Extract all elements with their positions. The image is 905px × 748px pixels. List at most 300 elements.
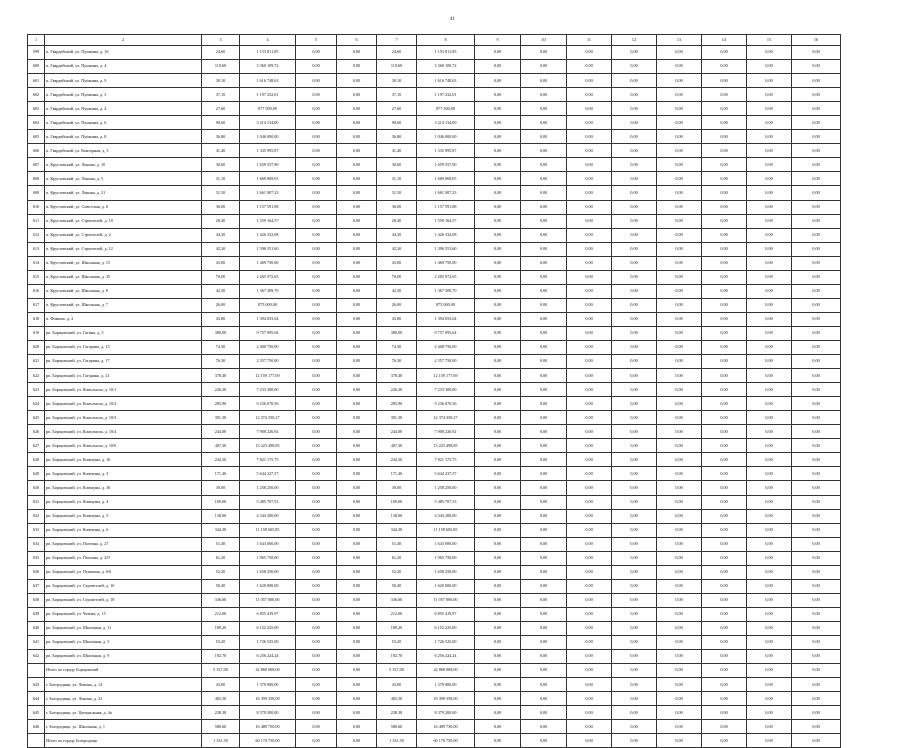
value-cell: 0,00 [747, 439, 792, 453]
value-cell: 0,00 [792, 172, 841, 186]
value-cell: 0,00 [521, 116, 567, 130]
value-cell: 5 485 707,53 [240, 495, 296, 509]
value-cell: 189,20 [377, 621, 417, 635]
value-cell: 0,00 [521, 130, 567, 144]
column-number-header: 11 [567, 35, 612, 46]
value-cell: 27,60 [202, 102, 240, 116]
value-cell: 0,00 [337, 537, 377, 551]
value-cell: 0,00 [747, 692, 792, 706]
value-cell: 0,00 [521, 312, 567, 326]
value-cell: 0,00 [702, 46, 747, 60]
value-cell: 0,00 [792, 284, 841, 298]
value-cell: 0,00 [657, 650, 702, 664]
value-cell: 0,00 [296, 706, 337, 720]
value-cell: 0,00 [747, 158, 792, 172]
value-cell: 0,00 [296, 678, 337, 692]
value-cell: 0,00 [702, 692, 747, 706]
row-number: 624 [28, 397, 45, 411]
value-cell: 2 357 750,00 [240, 355, 296, 369]
value-cell: 0,00 [702, 298, 747, 312]
value-cell: 0,00 [475, 664, 521, 678]
value-cell: 0,00 [792, 355, 841, 369]
value-cell: 0,00 [296, 270, 337, 284]
value-cell: 0,00 [747, 228, 792, 242]
value-cell: 0,00 [657, 228, 702, 242]
address-cell: п. Кругловский, ул. Строителей, д. 2 [45, 228, 202, 242]
value-cell: 0,00 [612, 256, 657, 270]
value-cell: 0,00 [612, 664, 657, 678]
value-cell: 0,00 [747, 355, 792, 369]
value-cell: 0,00 [567, 509, 612, 523]
value-cell: 0,00 [792, 635, 841, 649]
value-cell: 0,00 [296, 200, 337, 214]
value-cell: 0,00 [657, 46, 702, 60]
value-cell: 0,00 [521, 340, 567, 354]
value-cell: 28,40 [202, 214, 240, 228]
value-cell: 0,00 [747, 678, 792, 692]
row-number: 614 [28, 256, 45, 270]
value-cell: 1 335 995,87 [417, 144, 475, 158]
value-cell: 0,00 [702, 621, 747, 635]
value-cell: 0,00 [337, 74, 377, 88]
address-cell: рп. Борщовский, ул. Коммуны, д. 4 [45, 495, 202, 509]
value-cell: 0,00 [337, 298, 377, 312]
value-cell: 0,00 [475, 509, 521, 523]
value-cell: 0,00 [612, 593, 657, 607]
value-cell: 0,00 [521, 256, 567, 270]
value-cell: 0,00 [337, 453, 377, 467]
value-cell: 11 057 000,00 [417, 593, 475, 607]
address-cell: г. Богородицк, ул. Ленина, д. 14 [45, 678, 202, 692]
table-row [28, 116, 841, 130]
value-cell: 1 426 332,08 [417, 228, 475, 242]
value-cell: 0,00 [475, 326, 521, 340]
address-cell: п. Фомино, д. 2 [45, 312, 202, 326]
value-cell: 336,60 [202, 593, 240, 607]
value-cell: 0,00 [792, 551, 841, 565]
value-cell: 0,00 [567, 664, 612, 678]
row-number: 615 [28, 270, 45, 284]
value-cell: 0,00 [521, 228, 567, 242]
value-cell: 0,00 [612, 355, 657, 369]
value-cell: 0,00 [521, 186, 567, 200]
value-cell: 0,00 [475, 158, 521, 172]
value-cell: 580,60 [202, 720, 240, 734]
value-cell: 6 256 224,24 [240, 650, 296, 664]
value-cell: 0,00 [657, 453, 702, 467]
value-cell: 9 236 670,56 [417, 397, 475, 411]
value-cell: 5 644 237,57 [417, 467, 475, 481]
row-number: 632 [28, 509, 45, 523]
address-cell: г. Богородицк, ул. Ленина, д. 21 [45, 692, 202, 706]
value-cell: 0,00 [792, 88, 841, 102]
value-cell: 0,00 [521, 74, 567, 88]
value-cell: 1 643 000,00 [417, 537, 475, 551]
value-cell: 0,00 [337, 635, 377, 649]
value-cell: 0,00 [475, 734, 521, 748]
value-cell: 0,00 [337, 355, 377, 369]
value-cell: 0,00 [567, 607, 612, 621]
value-cell: 0,00 [702, 158, 747, 172]
value-cell: 110,60 [377, 60, 417, 74]
value-cell: 0,00 [792, 593, 841, 607]
value-cell: 44,30 [377, 228, 417, 242]
value-cell: 226,30 [202, 383, 240, 397]
value-cell: 0,00 [702, 256, 747, 270]
value-cell: 0,00 [702, 664, 747, 678]
value-cell: 7 908 226,92 [240, 425, 296, 439]
value-cell: 1 258 250,00 [240, 481, 296, 495]
value-cell: 0,00 [612, 495, 657, 509]
value-cell: 0,00 [296, 621, 337, 635]
value-cell: 0,00 [296, 326, 337, 340]
value-cell: 0,00 [521, 537, 567, 551]
value-cell: 1 258 250,00 [417, 481, 475, 495]
value-cell: 1 659 557,90 [417, 158, 475, 172]
value-cell: 0,00 [657, 720, 702, 734]
value-cell: 1 469 750,00 [417, 256, 475, 270]
value-cell: 0,00 [567, 621, 612, 635]
value-cell: 0,00 [612, 214, 657, 228]
value-cell: 192,70 [377, 650, 417, 664]
value-cell: 0,00 [792, 607, 841, 621]
table-row [28, 453, 841, 467]
column-number-header: 6 [337, 35, 377, 46]
value-cell: 0,00 [567, 439, 612, 453]
value-cell: 0,00 [521, 734, 567, 748]
value-cell: 0,00 [296, 340, 337, 354]
address-cell: п. Кругловский, ул. Ленина, д. 10 [45, 158, 202, 172]
row-number: 641 [28, 635, 45, 649]
value-cell: 0,00 [612, 144, 657, 158]
table-row [28, 593, 841, 607]
column-number-header: 7 [377, 35, 417, 46]
value-cell: 0,00 [747, 270, 792, 284]
value-cell: 0,00 [475, 411, 521, 425]
value-cell: 0,00 [657, 383, 702, 397]
value-cell: 0,00 [337, 579, 377, 593]
table-row [28, 607, 841, 621]
value-cell: 1 658 250,00 [417, 565, 475, 579]
value-cell: 0,00 [657, 495, 702, 509]
value-cell: 189,20 [202, 621, 240, 635]
address-cell: г. Богородицк, ул. Школьная, д. 1 [45, 720, 202, 734]
value-cell: 0,00 [475, 242, 521, 256]
value-cell: 0,00 [657, 678, 702, 692]
value-cell: 1 396 551,60 [240, 242, 296, 256]
address-cell: рп. Борщовский, ул. Гагина, д. 3 [45, 326, 202, 340]
value-cell: 0,00 [567, 551, 612, 565]
value-cell: 0,00 [567, 523, 612, 537]
value-cell: 26,00 [202, 298, 240, 312]
table-row [28, 172, 841, 186]
value-cell: 0,00 [702, 523, 747, 537]
address-cell: рп. Борщовский, ул. Гагарина, д. 17 [45, 355, 202, 369]
value-cell: 378,40 [202, 369, 240, 383]
value-cell: 0,00 [337, 383, 377, 397]
row-number: 605 [28, 130, 45, 144]
value-cell: 0,00 [475, 607, 521, 621]
column-number-header: 4 [240, 35, 296, 46]
value-cell: 226,30 [377, 383, 417, 397]
address-cell: п. Гвардейский, ул. Пушкина, д. 6 [45, 116, 202, 130]
value-cell: 0,00 [612, 621, 657, 635]
table-row [28, 692, 841, 706]
value-cell: 0,00 [747, 102, 792, 116]
value-cell: 39,00 [377, 481, 417, 495]
value-cell: 0,00 [567, 228, 612, 242]
value-cell: 0,00 [567, 495, 612, 509]
value-cell: 0,00 [657, 326, 702, 340]
value-cell: 5 485 707,53 [417, 495, 475, 509]
value-cell: 0,00 [792, 60, 841, 74]
value-cell: 0,00 [612, 284, 657, 298]
value-cell: 1 559 164,57 [240, 214, 296, 228]
row-number: 600 [28, 60, 45, 74]
value-cell: 244,30 [377, 453, 417, 467]
value-cell: 0,00 [475, 284, 521, 298]
value-cell: 0,00 [747, 706, 792, 720]
value-cell: 51,40 [202, 537, 240, 551]
value-cell: 0,00 [567, 130, 612, 144]
value-cell: 0,00 [296, 565, 337, 579]
value-cell: 0,00 [337, 46, 377, 60]
value-cell: 285,90 [202, 397, 240, 411]
address-cell: п. Кругловский, ул. Строителей, д. 10 [45, 214, 202, 228]
value-cell: 0,00 [747, 369, 792, 383]
value-cell: 0,00 [792, 46, 841, 60]
value-cell: 0,00 [612, 565, 657, 579]
value-cell: 36,00 [202, 200, 240, 214]
address-cell: п. Кругловский, ул. Ленина, д. 5 [45, 172, 202, 186]
value-cell: 0,00 [792, 720, 841, 734]
value-cell: 110,60 [202, 60, 240, 74]
value-cell: 0,00 [702, 467, 747, 481]
value-cell: 16 489 750,00 [417, 720, 475, 734]
value-cell: 0,00 [747, 607, 792, 621]
value-cell: 0,00 [792, 650, 841, 664]
value-cell: 0,00 [657, 130, 702, 144]
value-cell: 12 159 177,69 [240, 369, 296, 383]
row-number: 631 [28, 495, 45, 509]
value-cell: 0,00 [521, 678, 567, 692]
value-cell: 11 158 605,85 [417, 523, 475, 537]
address-cell: рп. Борщовский, ул. Школьная, д. 11 [45, 621, 202, 635]
value-cell: 0,00 [567, 46, 612, 60]
value-cell: 0,00 [475, 425, 521, 439]
value-cell: 6 855 419,97 [240, 607, 296, 621]
value-cell: 0,00 [475, 88, 521, 102]
value-cell: 53,20 [202, 635, 240, 649]
value-cell: 2 357 750,00 [417, 355, 475, 369]
value-cell: 6 152 225,00 [417, 621, 475, 635]
value-cell: 0,00 [747, 200, 792, 214]
value-cell: 0,00 [567, 397, 612, 411]
value-cell: 16 399 358,00 [240, 692, 296, 706]
value-cell: 875 000,00 [240, 298, 296, 312]
table-row [28, 130, 841, 144]
value-cell: 1 157 591,88 [240, 200, 296, 214]
value-cell: 0,00 [702, 284, 747, 298]
row-number: 604 [28, 116, 45, 130]
table-row [28, 74, 841, 88]
value-cell: 0,00 [567, 467, 612, 481]
value-cell: 0,00 [337, 734, 377, 748]
value-cell: 0,00 [792, 397, 841, 411]
value-cell: 60 170 750,00 [417, 734, 475, 748]
value-cell: 0,00 [475, 565, 521, 579]
value-cell: 6 256 224,24 [417, 650, 475, 664]
value-cell: 0,00 [296, 509, 337, 523]
value-cell: 3 360 109,72 [417, 60, 475, 74]
value-cell: 0,00 [702, 228, 747, 242]
address-cell: рп. Борщовский, ул. Пахтина, д. 2/9 [45, 551, 202, 565]
address-cell: рп. Борщовский, ул. Пахтина, д. 27 [45, 537, 202, 551]
value-cell: 42,30 [202, 284, 240, 298]
value-cell: 0,00 [612, 720, 657, 734]
value-cell: 0,00 [296, 692, 337, 706]
value-cell: 0,00 [702, 383, 747, 397]
table-row [28, 158, 841, 172]
value-cell: 0,00 [702, 186, 747, 200]
table-row [28, 523, 841, 537]
value-cell: 0,00 [612, 523, 657, 537]
value-cell: 1 965 750,00 [240, 551, 296, 565]
value-cell: 0,00 [475, 621, 521, 635]
address-cell: рп. Борщовский, ул. Комсомола, д. 10/6 [45, 439, 202, 453]
value-cell: 0,00 [657, 509, 702, 523]
value-cell: 875 000,00 [417, 298, 475, 312]
value-cell: 0,00 [475, 635, 521, 649]
value-cell: 0,00 [521, 453, 567, 467]
value-cell: 0,00 [657, 425, 702, 439]
value-cell: 391,30 [202, 411, 240, 425]
value-cell: 0,00 [337, 551, 377, 565]
value-cell: 0,00 [296, 537, 337, 551]
value-cell: 0,00 [475, 678, 521, 692]
value-cell: 0,00 [521, 144, 567, 158]
value-cell: 238,38 [377, 706, 417, 720]
row-number: 599 [28, 46, 45, 60]
value-cell: 0,00 [747, 411, 792, 425]
value-cell: 0,00 [657, 593, 702, 607]
value-cell: 0,00 [567, 88, 612, 102]
value-cell: 0,00 [702, 509, 747, 523]
value-cell: 0,00 [747, 46, 792, 60]
value-cell: 0,00 [337, 509, 377, 523]
value-cell: 0,00 [792, 692, 841, 706]
row-number: 642 [28, 650, 45, 664]
value-cell: 244,30 [202, 453, 240, 467]
value-cell: 42,30 [377, 284, 417, 298]
row-number: 637 [28, 579, 45, 593]
row-number: 619 [28, 326, 45, 340]
column-number-header: 2 [45, 35, 202, 46]
value-cell: 0,00 [337, 467, 377, 481]
value-cell: 24,60 [202, 46, 240, 60]
value-cell: 0,00 [612, 186, 657, 200]
value-cell: 0,00 [702, 481, 747, 495]
value-cell: 1 379 000,00 [240, 678, 296, 692]
value-cell: 0,00 [747, 621, 792, 635]
address-cell: п. Кругловский, ул. Школьная, д. 7 [45, 298, 202, 312]
value-cell: 0,00 [657, 214, 702, 228]
row-number [28, 734, 45, 748]
value-cell: 39,00 [202, 481, 240, 495]
address-cell: п. Кругловский, ул. Школьная, д. 8 [45, 284, 202, 298]
value-cell: 0,00 [475, 172, 521, 186]
register-table [27, 34, 841, 748]
value-cell: 407,30 [202, 439, 240, 453]
value-cell: 30,10 [202, 74, 240, 88]
table-row [28, 621, 841, 635]
value-cell: 0,00 [296, 74, 337, 88]
value-cell: 580,60 [377, 720, 417, 734]
value-cell: 0,00 [747, 664, 792, 678]
table-row [28, 312, 841, 326]
value-cell: 0,00 [475, 481, 521, 495]
value-cell: 0,00 [475, 60, 521, 74]
value-cell: 0,00 [296, 369, 337, 383]
address-cell: п. Гвардейский, ул. Пушкина, д. 4 [45, 102, 202, 116]
value-cell: 0,00 [792, 186, 841, 200]
value-cell: 0,00 [702, 706, 747, 720]
value-cell: 877 500,00 [240, 102, 296, 116]
value-cell: 0,00 [521, 523, 567, 537]
value-cell: 0,00 [612, 509, 657, 523]
row-number: 636 [28, 565, 45, 579]
value-cell: 0,00 [657, 692, 702, 706]
value-cell: 0,00 [612, 130, 657, 144]
value-cell: 0,00 [475, 551, 521, 565]
value-cell: 0,00 [792, 144, 841, 158]
value-cell: 0,00 [296, 635, 337, 649]
value-cell: 0,00 [567, 720, 612, 734]
value-cell: 0,00 [792, 579, 841, 593]
value-cell: 0,00 [612, 102, 657, 116]
value-cell: 1 367 309,70 [240, 284, 296, 298]
value-cell: 7 233 300,00 [240, 383, 296, 397]
address-cell: п. Гвардейский, ул. Пушкина, д. 4 [45, 60, 202, 74]
value-cell: 0,00 [747, 383, 792, 397]
value-cell: 1 559 164,57 [417, 214, 475, 228]
value-cell: 300,00 [202, 326, 240, 340]
table-row [28, 200, 841, 214]
value-cell: 0,00 [792, 467, 841, 481]
total-label: Итого по городу Богородицк [45, 734, 202, 748]
address-cell: рп. Борщовский, ул. Строителей, д. 16 [45, 579, 202, 593]
value-cell: 0,00 [296, 116, 337, 130]
value-cell: 0,00 [792, 256, 841, 270]
value-cell: 0,00 [657, 664, 702, 678]
value-cell: 0,00 [702, 130, 747, 144]
value-cell: 44,30 [202, 228, 240, 242]
value-cell: 0,00 [296, 158, 337, 172]
value-cell: 0,00 [337, 242, 377, 256]
value-cell: 8 379 200,00 [417, 706, 475, 720]
value-cell: 1 658 250,00 [240, 565, 296, 579]
value-cell: 244,00 [377, 425, 417, 439]
value-cell: 1 620 000,00 [240, 579, 296, 593]
value-cell: 0,00 [567, 298, 612, 312]
value-cell: 0,00 [475, 579, 521, 593]
value-cell: 0,00 [296, 383, 337, 397]
address-cell: п. Гвардейский, ул. Пушкина, д. 10 [45, 46, 202, 60]
value-cell: 0,00 [702, 326, 747, 340]
value-cell: 0,00 [792, 495, 841, 509]
value-cell: 0,00 [475, 270, 521, 284]
address-cell: рп. Борщовский, ул. Комсомола, д. 10/3 [45, 411, 202, 425]
